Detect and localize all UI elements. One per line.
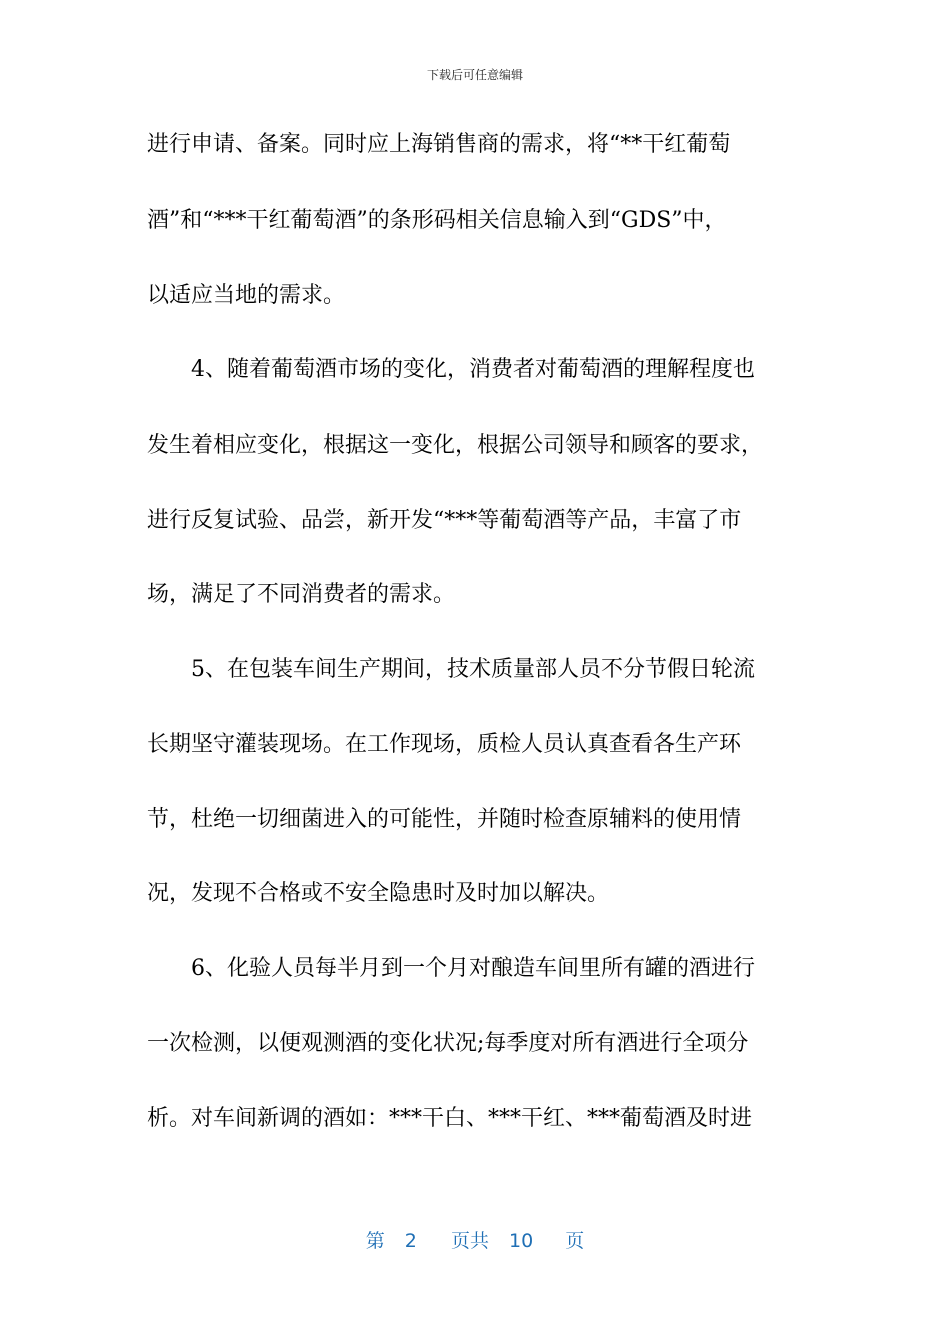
text-line: 以适应当地的需求。 — [147, 283, 346, 308]
footer-middle: 页共 — [450, 1230, 489, 1252]
text-line: 进行反复试验、品尝，新开发“***等葡萄酒等产品，丰富了市 — [147, 508, 742, 533]
text-line: 发生着相应变化，根据这一变化，根据公司领导和顾客的要求， — [147, 433, 764, 458]
footer-page-number: 2 — [404, 1230, 417, 1252]
text-line: 进行申请、备案。同时应上海销售商的需求，将“**干红葡萄 — [147, 132, 731, 157]
footer-total-pages: 10 — [509, 1230, 534, 1252]
footer-prefix: 第 — [365, 1230, 385, 1252]
text-line: 节，杜绝一切细菌进入的可能性，并随时检查原辅料的使用情 — [147, 807, 742, 832]
text-line: 一次检测，以便观测酒的变化状况;每季度对所有酒进行全项分 — [147, 1031, 749, 1056]
text-line: 况，发现不合格或不安全隐患时及时加以解决。 — [147, 881, 610, 906]
page-number-footer — [0, 1226, 950, 1253]
text-line: 析。对车间新调的酒如：***干白、***干红、***葡萄酒及时进 — [147, 1106, 753, 1131]
text-line: 场，满足了不同消费者的需求。 — [147, 582, 456, 607]
footer-suffix: 页 — [565, 1230, 585, 1252]
header-note: 下载后可任意编辑 — [426, 68, 523, 82]
paragraph-first-line: 5、在包装车间生产期间，技术质量部人员不分节假日轮流 — [191, 657, 755, 682]
text-line: 酒”和“***干红葡萄酒”的条形码相关信息输入到“GDS”中， — [147, 208, 727, 233]
paragraph-first-line: 4、随着葡萄酒市场的变化，消费者对葡萄酒的理解程度也 — [191, 357, 755, 382]
paragraph-first-line: 6、化验人员每半月到一个月对酿造车间里所有罐的酒进行 — [191, 956, 755, 981]
text-line: 长期坚守灌装现场。在工作现场，质检人员认真查看各生产环 — [147, 732, 742, 757]
